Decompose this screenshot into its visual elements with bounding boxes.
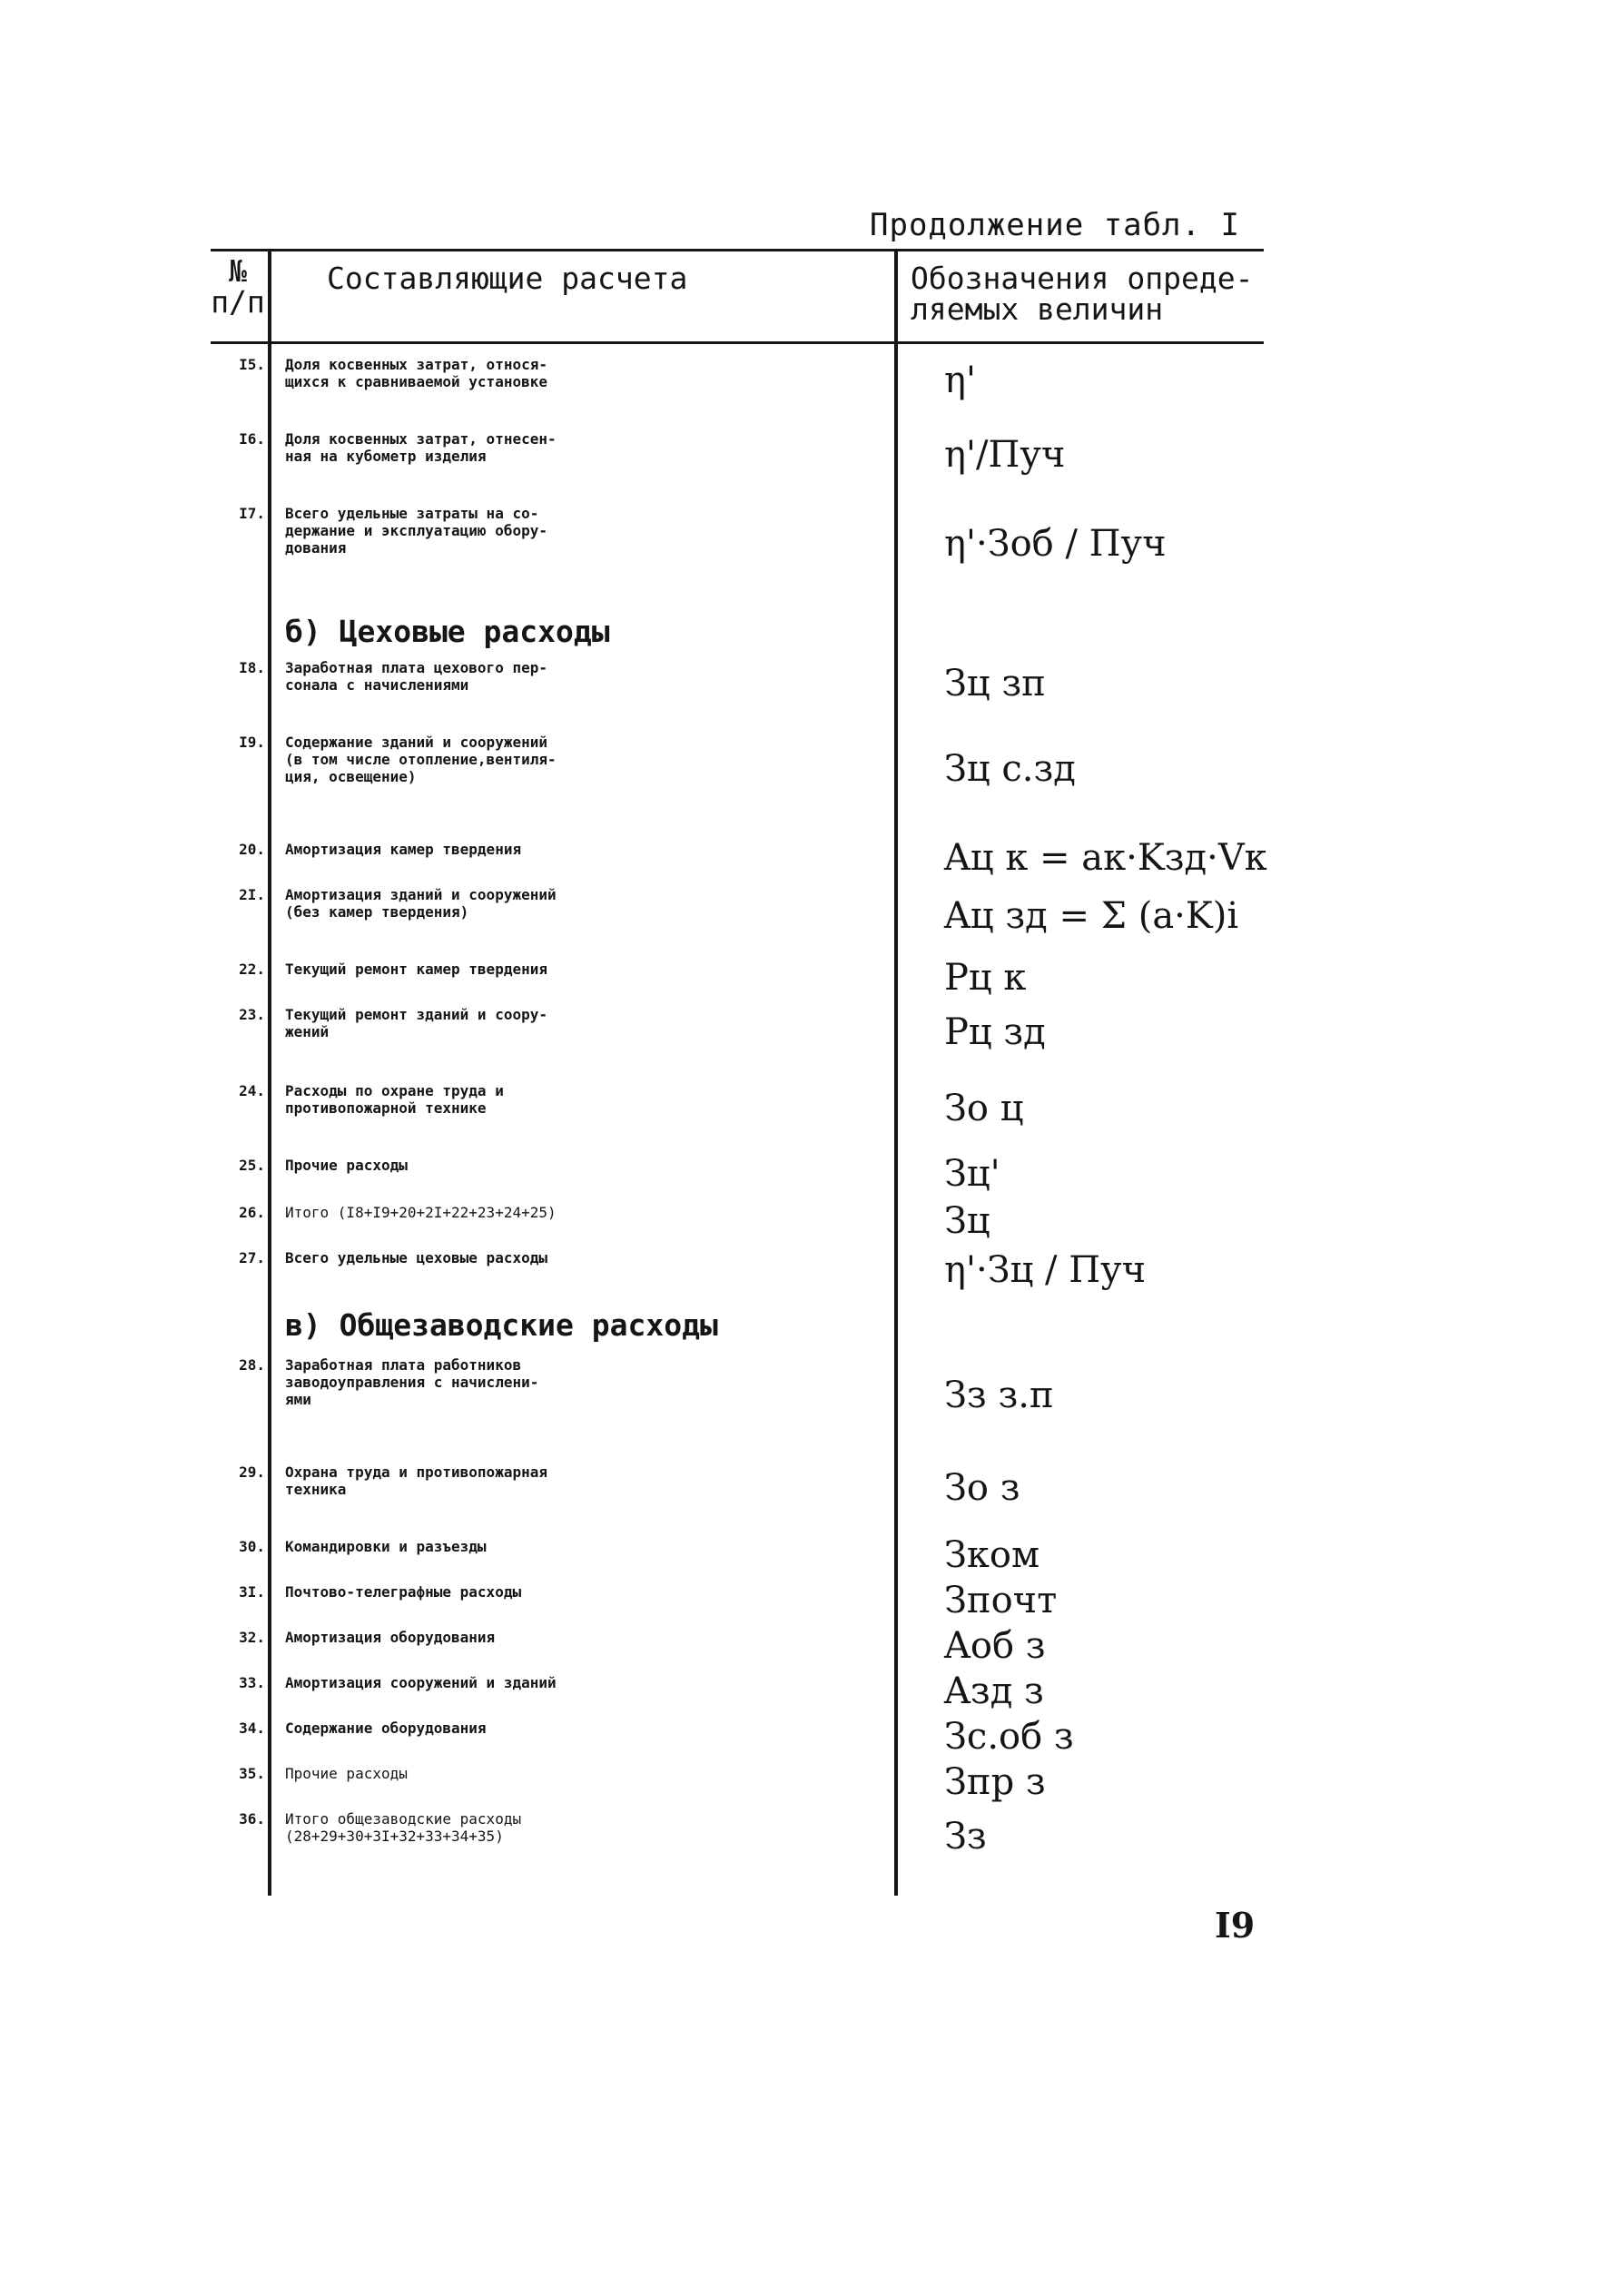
table-header-rule [211,341,1264,344]
row-symbol: η'·Зоб / Пуч [944,523,1167,565]
row-description: Командировки и разъезды [285,1538,487,1555]
row-symbol: Aц зд = Σ (a·K)i [944,895,1239,937]
row-description: Итого общезаводские расходы (28+29+30+3I+32+33+34+35) [285,1810,522,1845]
row-description: Охрана труда и противопожарная техника [285,1463,547,1498]
row-number: 2I. [239,886,265,903]
table-top-rule [211,249,1264,251]
row-number: 32. [239,1629,265,1646]
column-divider-1 [268,249,271,1896]
row-description: Прочие расходы [285,1157,408,1174]
row-number: 36. [239,1810,265,1828]
row-symbol: Зз [944,1816,987,1857]
row-description: Всего удельные цеховые расходы [285,1249,547,1266]
header-components: Составляющие расчета [327,261,688,296]
row-description: Доля косвенных затрат, относя- щихся к сравниваемой установке [285,356,547,390]
row-description: Амортизация камер твердения [285,841,522,858]
row-number: 26. [239,1204,265,1221]
row-number: 34. [239,1720,265,1737]
row-number: 29. [239,1463,265,1481]
row-description: Текущий ремонт камер твердения [285,961,547,978]
row-number: I7. [239,505,265,522]
row-symbol: Зц с.зд [944,748,1076,790]
row-description: Расходы по охране труда и противопожарной технике [285,1082,504,1117]
row-description: Содержание оборудования [285,1720,487,1737]
column-divider-2 [894,249,898,1896]
table-caption: Продолжение табл. I [870,207,1240,243]
row-number: 30. [239,1538,265,1555]
row-symbol: Aзд з [944,1670,1044,1712]
page-number: I9 [1215,1905,1256,1946]
row-description: Содержание зданий и сооружений (в том числе отопление,вентиля- ция, освещение) [285,734,557,785]
row-symbol: Зо з [944,1467,1020,1509]
row-description: Амортизация зданий и сооружений (без камер твердения) [285,886,557,921]
row-symbol: η' [944,360,976,401]
row-symbol: Зс.об з [944,1716,1074,1758]
section-heading-plant: в) Общезаводские расходы [285,1307,718,1343]
row-number: 20. [239,841,265,858]
row-description: Доля косвенных затрат, отнесен- ная на кубометр изделия [285,430,557,465]
row-symbol: Зком [944,1534,1040,1576]
row-symbol: Зо ц [944,1088,1024,1129]
row-symbol: Aоб з [944,1625,1046,1667]
row-symbol: η'·Зц / Пуч [944,1249,1147,1291]
row-number: 27. [239,1249,265,1266]
row-symbol: Зц' [944,1153,1000,1195]
row-symbol: Зц [944,1200,990,1242]
header-symbols: Обозначения опреде- ляемых величин [911,261,1254,327]
row-number: 35. [239,1765,265,1782]
row-description: Почтово-телеграфные расходы [285,1583,522,1601]
row-symbol: Зпр з [944,1761,1046,1803]
row-description: Амортизация оборудования [285,1629,496,1646]
row-description: Итого (I8+I9+20+2I+22+23+24+25) [285,1204,557,1221]
header-number: № п/п [211,253,265,320]
row-description: Амортизация сооружений и зданий [285,1674,557,1691]
row-number: I9. [239,734,265,751]
row-symbol: Pц зд [944,1011,1046,1053]
row-description: Текущий ремонт зданий и соору- жений [285,1006,547,1040]
row-description: Прочие расходы [285,1765,408,1782]
row-number: 25. [239,1157,265,1174]
section-heading-workshop: б) Цеховые расходы [285,614,610,649]
row-symbol: η'/Пуч [944,434,1066,476]
row-description: Заработная плата цехового пер- сонала с начислениями [285,659,547,694]
row-symbol: Зпочт [944,1580,1058,1621]
row-number: 33. [239,1674,265,1691]
row-number: 28. [239,1356,265,1374]
row-number: 3I. [239,1583,265,1601]
row-description: Заработная плата работников заводоуправления с начислени- ями [285,1356,539,1408]
row-number: I5. [239,356,265,373]
row-symbol: Pц к [944,957,1027,999]
row-symbol: Зз з.п [944,1375,1054,1416]
row-number: I6. [239,430,265,448]
row-number: 23. [239,1006,265,1023]
row-symbol: Aц к = aк·Kзд·Vк [944,837,1267,879]
row-number: I8. [239,659,265,676]
row-symbol: Зц зп [944,663,1046,705]
row-description: Всего удельные затраты на со- держание и эксплуатацию обору- дования [285,505,547,557]
row-number: 22. [239,961,265,978]
row-number: 24. [239,1082,265,1099]
